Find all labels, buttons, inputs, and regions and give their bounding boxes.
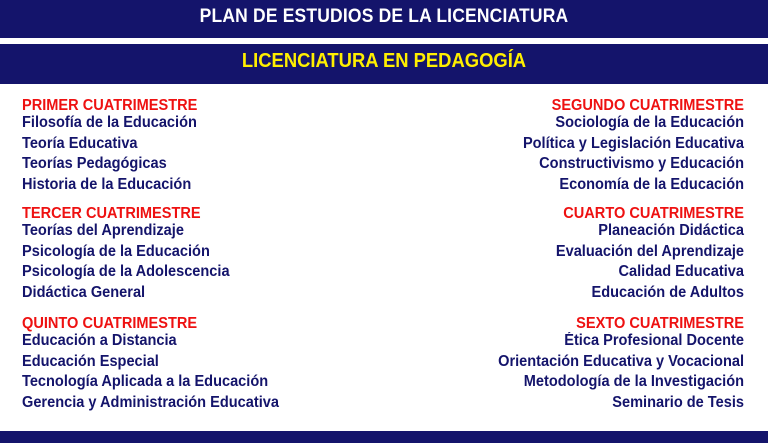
course-item: Tecnología Aplicada a la Educación: [22, 373, 269, 390]
term-heading: TERCER CUATRIMESTRE: [22, 205, 201, 222]
term-heading: CUARTO CUATRIMESTRE: [563, 205, 744, 222]
course-item: Educación Especial: [22, 352, 159, 370]
term-heading: QUINTO CUATRIMESTRE: [22, 315, 198, 332]
course-item: Didáctica General: [22, 283, 146, 301]
page-title: PLAN DE ESTUDIOS DE LA LICENCIATURA: [199, 6, 569, 27]
course-item: Filosofía de la Educación: [22, 114, 197, 131]
course-item: Ética Profesional Docente: [564, 332, 744, 349]
term-block-2: [384, 98, 744, 195]
course-item: Educación de Adultos: [591, 283, 744, 301]
course-item: Evaluación del Aprendizaje: [555, 242, 744, 260]
course-item: Psicología de la Adolescencia: [22, 263, 230, 280]
course-item: Calidad Educativa: [618, 263, 744, 280]
term-block-3: [22, 206, 382, 303]
course-item: Gerencia y Administración Educativa: [22, 393, 279, 411]
course-item: Orientación Educativa y Vocacional: [498, 352, 744, 370]
term-block-5: [22, 316, 382, 413]
term-block-6: [384, 316, 744, 413]
course-item: Historia de la Educación: [22, 175, 192, 193]
course-item: Psicología de la Educación: [22, 242, 210, 260]
program-title: LICENCIATURA EN PEDAGOGÍA: [241, 50, 527, 72]
course-item: Política y Legislación Educativa: [522, 134, 744, 152]
footer-bar: [0, 431, 768, 443]
term-heading: SEXTO CUATRIMESTRE: [576, 315, 744, 332]
course-item: Teorías del Aprendizaje: [22, 222, 184, 239]
term-heading: PRIMER CUATRIMESTRE: [22, 97, 198, 114]
course-item: Planeación Didáctica: [598, 222, 744, 239]
term-block-4: [384, 206, 744, 303]
course-item: Metodología de la Investigación: [523, 373, 744, 390]
course-item: Teoría Educativa: [22, 134, 138, 152]
term-heading: SEGUNDO CUATRIMESTRE: [551, 97, 744, 114]
course-item: Economía de la Educación: [559, 175, 744, 193]
term-block-1: [22, 98, 382, 195]
course-item: Educación a Distancia: [22, 332, 177, 349]
course-item: Teorías Pedagógicas: [22, 155, 167, 172]
course-item: Constructivismo y Educación: [539, 155, 744, 172]
course-item: Sociología de la Educación: [555, 114, 744, 131]
course-item: Seminario de Tesis: [612, 393, 744, 411]
